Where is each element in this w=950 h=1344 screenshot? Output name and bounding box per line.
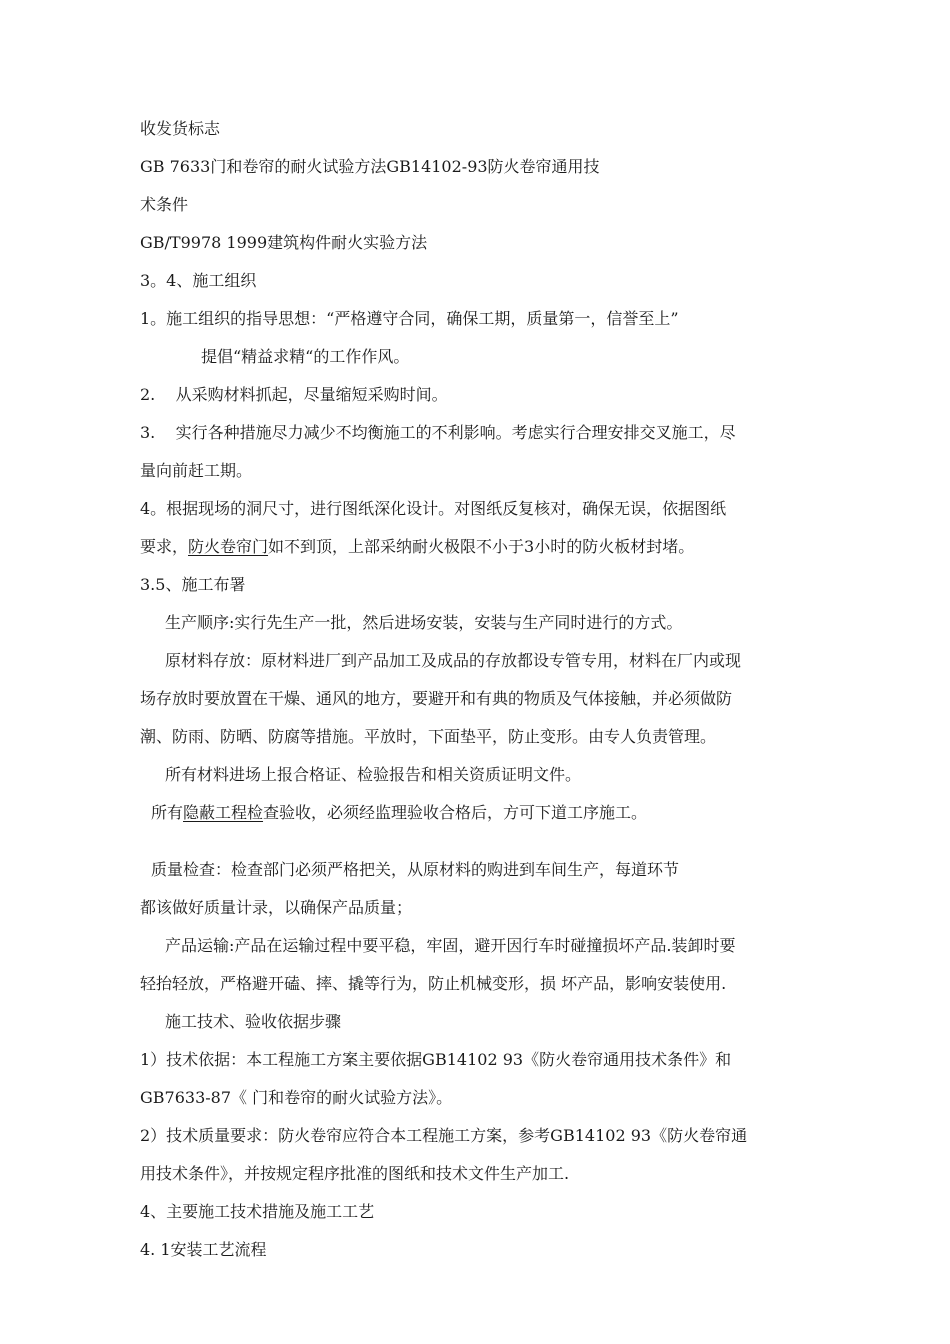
section-heading: 3。4、施工组织: [140, 271, 257, 290]
text-line: 用技术条件》，并按规定程序批准的图纸和技术文件生产加工.: [140, 1164, 570, 1183]
text-line: 2）技术质量要求：防火卷帘应符合本工程施工方案，参考GB14102 93《防火卷帘通: [140, 1126, 748, 1145]
text-line: 4。根据现场的洞尺寸，进行图纸深化设计。对图纸反复核对，确保无误，依据图纸: [140, 499, 727, 518]
text-line: 1）技术依据：本工程施工方案主要依据GB14102 93《防火卷帘通用技术条件》和: [140, 1050, 732, 1069]
text-segment: 要求，: [140, 537, 189, 556]
text-segment: 如不到顶，上部采纳耐火极限不小于3小时的防火板材封堵。: [268, 537, 695, 556]
text-line: 潮、防雨、防晒、防腐等措施。平放时，下面垫平，防止变形。由专人负责管理。: [140, 727, 717, 746]
text-line: 场存放时要放置在干燥、通风的地方，要避开和有典的物质及气体接触，并必须做防: [140, 689, 733, 708]
text-line: 2. 从采购材料抓起，尽量缩短采购时间。: [140, 385, 448, 404]
text-line: GB/T9978 1999建筑构件耐火实验方法: [140, 233, 428, 252]
text-line: 质量检查：检查部门必须严格把关，从原材料的购进到车间生产，每道环节: [151, 860, 680, 879]
text-line: 原材料存放：原材料进厂到产品加工及成品的存放都设专管专用，材料在厂内或现: [165, 651, 742, 670]
text-line: GB 7633门和卷帘的耐火试验方法GB14102-93防火卷帘通用技: [140, 157, 600, 176]
text-line: 收发货标志: [140, 119, 221, 138]
underlined-term: 防火卷帘门: [188, 537, 269, 556]
text-segment: 查验收，必须经监理验收合格后，方可下道工序施工。: [263, 803, 648, 822]
section-heading: 4. 1安装工艺流程: [140, 1240, 267, 1259]
text-line: 生产顺序:实行先生产一批，然后进场安装，安装与生产同时进行的方式。: [165, 613, 683, 632]
text-line: 术条件: [140, 195, 189, 214]
text-line: [151, 802, 647, 824]
section-heading: 3.5、施工布署: [140, 575, 246, 594]
text-line: 提倡“精益求精“的工作作风。: [201, 347, 410, 366]
text-line: [140, 536, 694, 558]
text-line: 量向前赶工期。: [140, 461, 253, 480]
text-line: 施工技术、验收依据步骤: [165, 1012, 342, 1031]
text-line: GB7633-87《 门和卷帘的耐火试验方法》。: [140, 1088, 453, 1107]
text-line: 都该做好质量计录，以确保产品质量；: [140, 898, 413, 917]
section-heading: 4、主要施工技术措施及施工工艺: [140, 1202, 375, 1221]
text-segment: 所有: [151, 803, 184, 822]
text-line: 1。施工组织的指导思想：“严格遵守合同，确保工期，质量第一，信誉至上”: [140, 309, 679, 328]
text-line: 3. 实行各种措施尽力减少不均衡施工的不利影响。考虑实行合理安排交叉施工，尽: [140, 423, 736, 442]
text-line: 轻抬轻放，严格避开磕、摔、撬等行为，防止机械变形，损 坏产品，影响安装使用.: [140, 974, 727, 993]
text-line: 产品运输:产品在运输过程中要平稳，牢固，避开因行车时碰撞损坏产品.装卸时要: [165, 936, 736, 955]
underlined-term: 隐蔽工程检: [183, 803, 264, 822]
text-line: 所有材料进场上报合格证、检验报告和相关资质证明文件。: [165, 765, 582, 784]
